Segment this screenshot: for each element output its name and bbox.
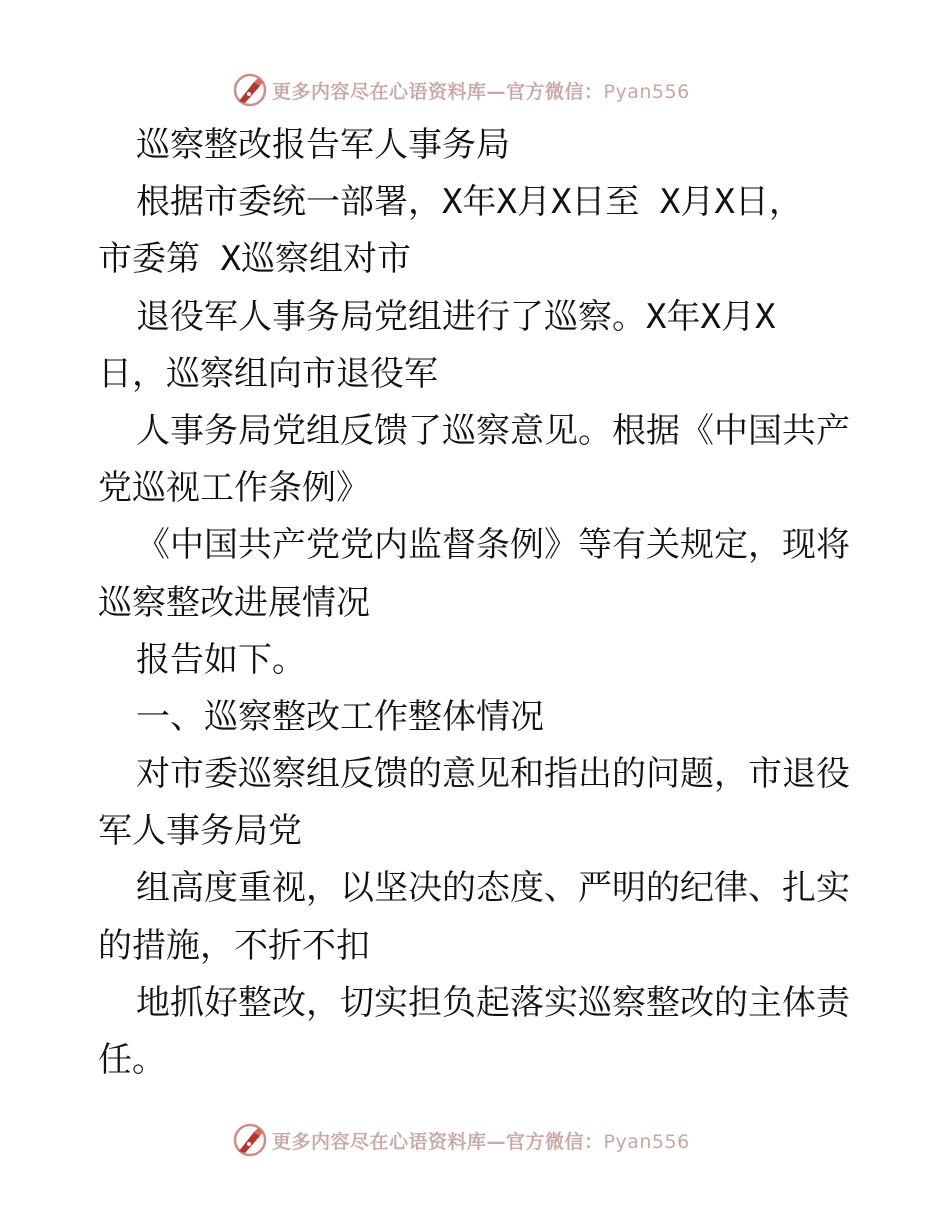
paragraph-line: 退役军人事务局党组进行了巡察。X年X月X bbox=[136, 296, 776, 337]
paragraph-line: 日，巡察组向市退役军 bbox=[98, 353, 438, 394]
paragraph-line: 军人事务局党 bbox=[98, 811, 302, 852]
paragraph-line: 巡察整改进展情况 bbox=[98, 582, 370, 623]
watermark-header bbox=[232, 70, 752, 110]
paragraph-line: 的措施，不折不扣 bbox=[98, 925, 370, 966]
pen-nib-logo-icon bbox=[232, 72, 268, 108]
paragraph-line: 对市委巡察组反馈的意见和指出的问题，市退役 bbox=[136, 754, 850, 795]
paragraph-line: 市委第 X巡察组对市 bbox=[98, 239, 411, 280]
paragraph-line: 《中国共产党党内监督条例》等有关规定，现将 bbox=[136, 525, 850, 566]
watermark-footer bbox=[232, 1120, 752, 1160]
section-heading: 一、巡察整改工作整体情况 bbox=[136, 696, 544, 737]
watermark-text: 更多内容尽在心语资料库—官方微信：Pyan556 bbox=[272, 1130, 690, 1153]
paragraph-line: 报告如下。 bbox=[136, 639, 306, 680]
doc-title: 巡察整改报告军人事务局 bbox=[136, 125, 510, 165]
wechat-id: Pyan556 bbox=[603, 80, 690, 103]
paragraph-line: 根据市委统一部署，X年X月X日至 X月X日， bbox=[136, 182, 803, 223]
paragraph-line: 任。 bbox=[98, 1040, 166, 1080]
paragraph-line: 地抓好整改，切实担负起落实巡察整改的主体责 bbox=[136, 982, 850, 1023]
watermark-text: 更多内容尽在心语资料库—官方微信：Pyan556 bbox=[272, 80, 690, 103]
paragraph-line: 组高度重视，以坚决的态度、严明的纪律、扎实 bbox=[136, 868, 850, 909]
document-body bbox=[98, 117, 858, 1089]
pen-nib-logo-icon bbox=[232, 1122, 268, 1158]
wechat-id: Pyan556 bbox=[603, 1130, 690, 1153]
paragraph-line: 党巡视工作条例》 bbox=[98, 468, 370, 509]
paragraph-line: 人事务局党组反馈了巡察意见。根据《中国共产 bbox=[136, 410, 850, 451]
